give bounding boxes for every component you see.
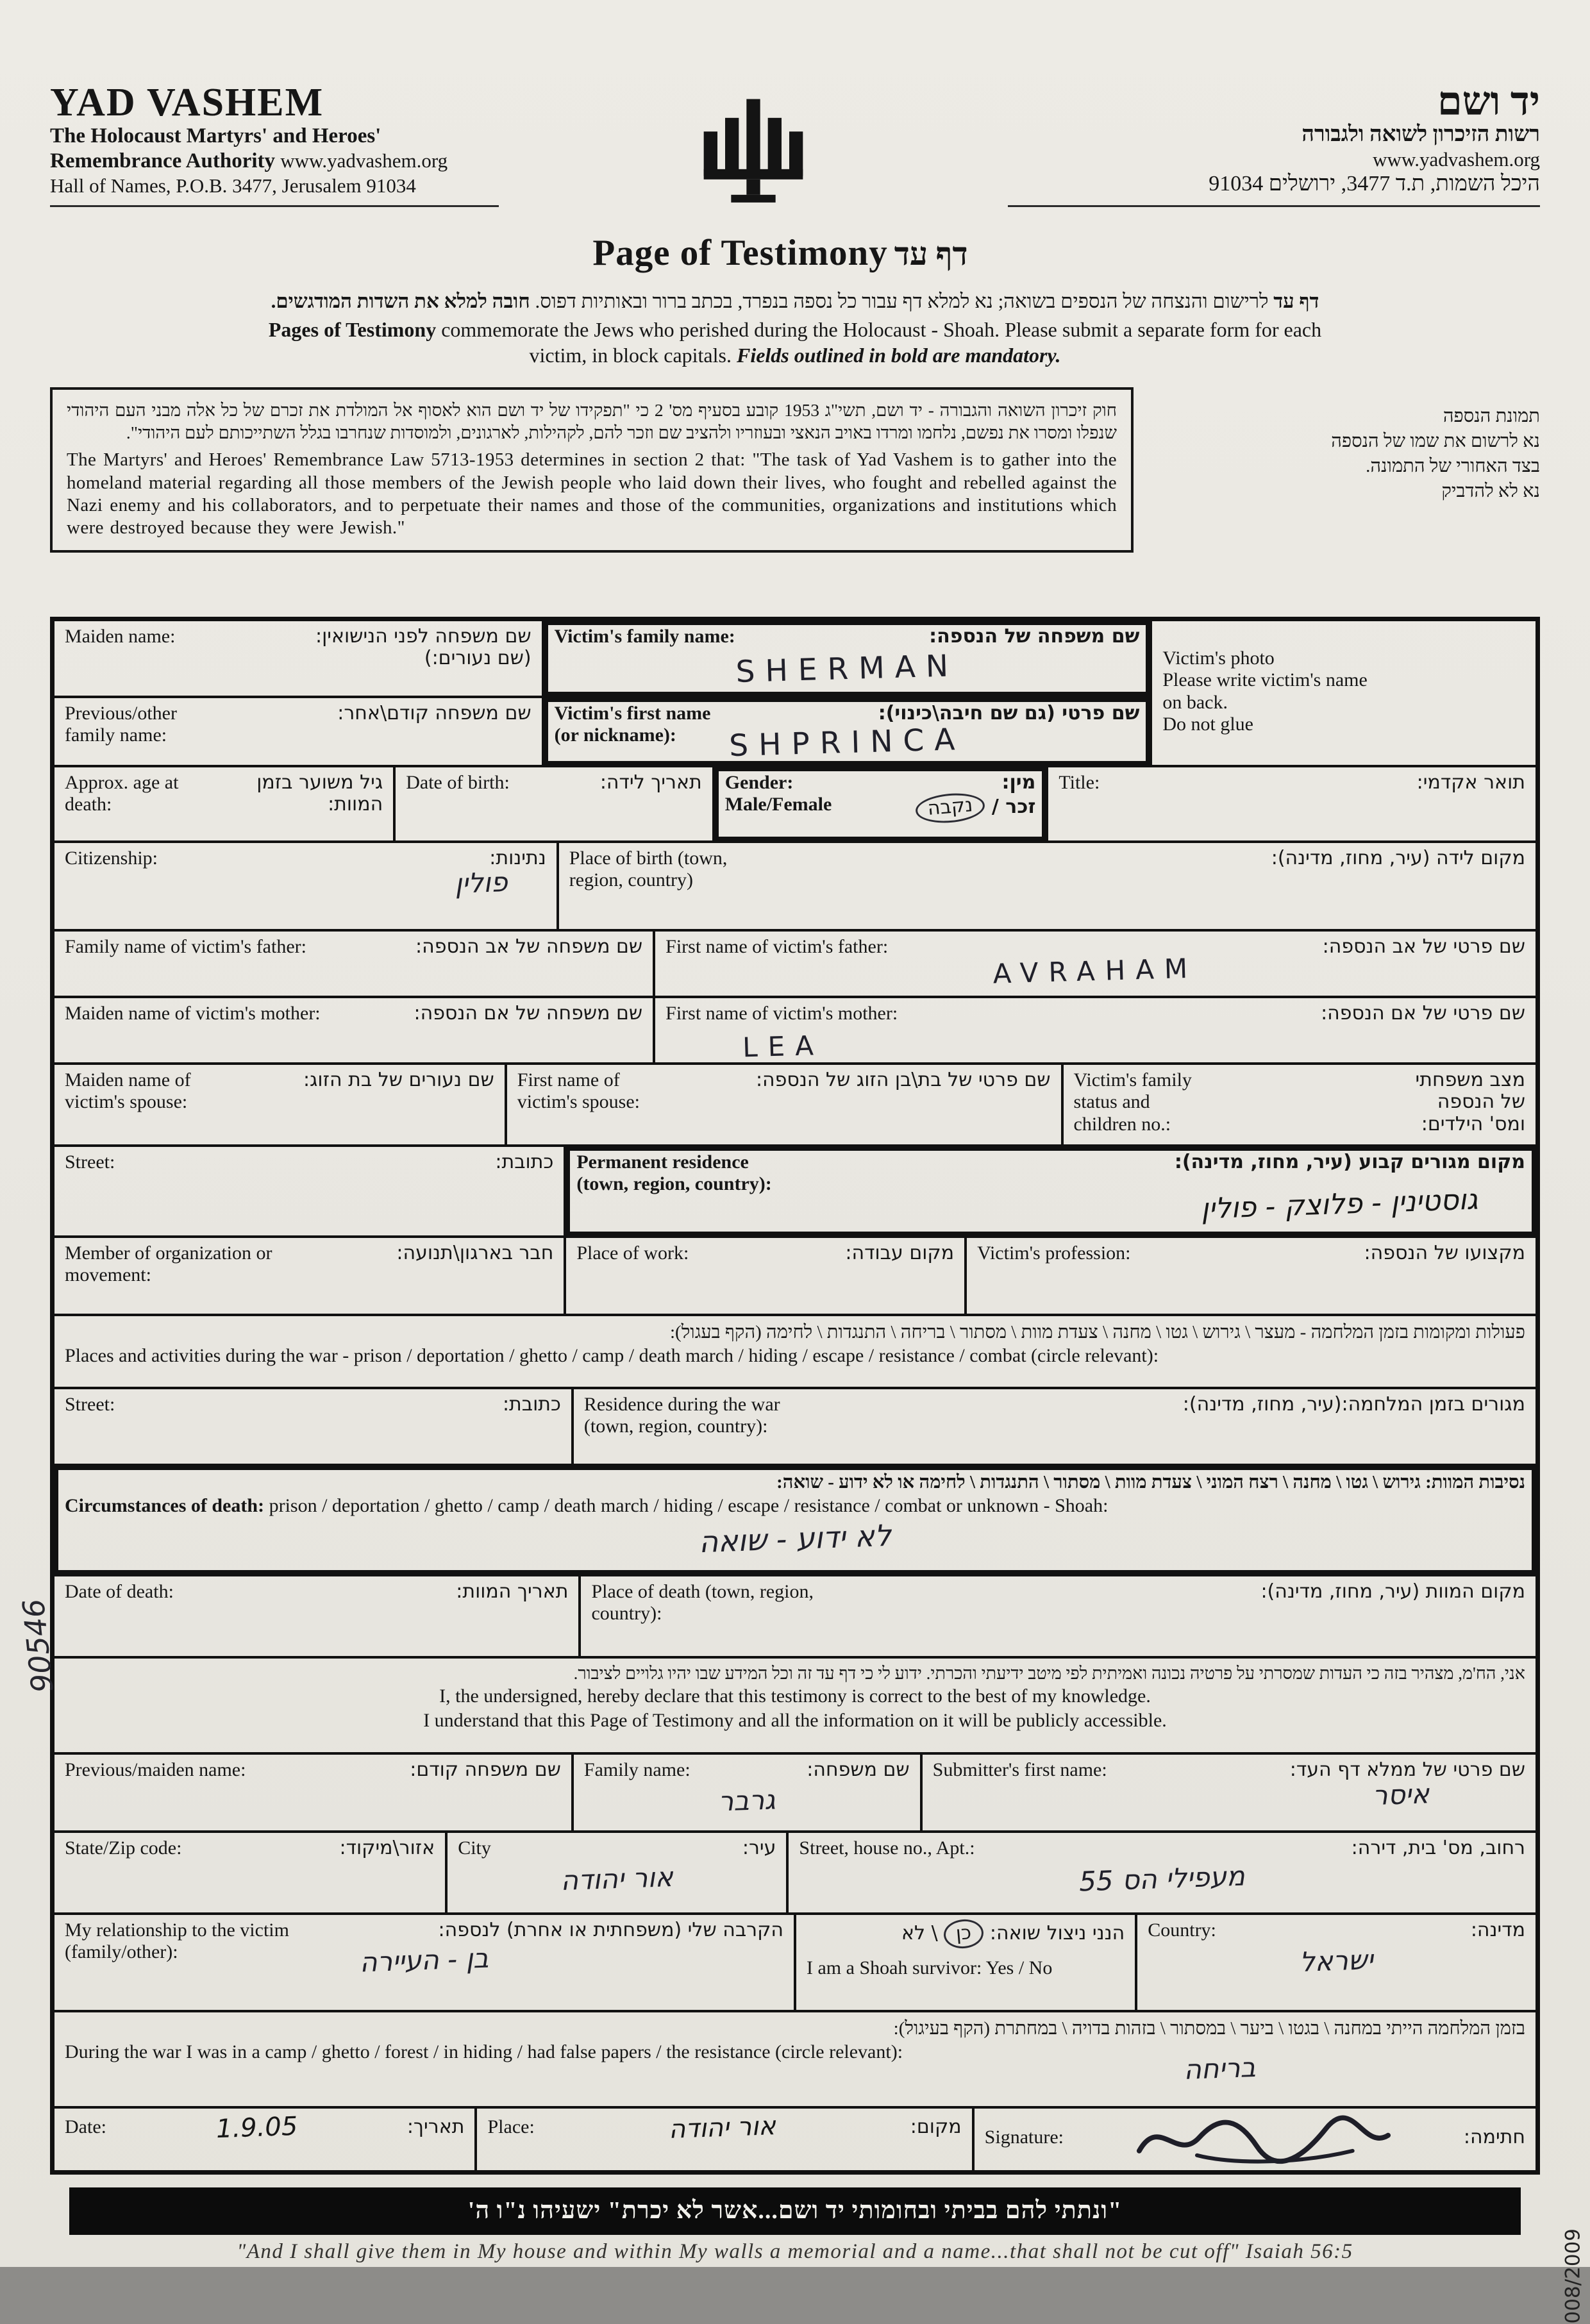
header-english-block bbox=[50, 82, 499, 207]
family-status-label-he bbox=[1416, 1069, 1525, 1136]
testimony-form-table bbox=[50, 617, 1540, 2175]
field-mother-first-name bbox=[654, 997, 1537, 1064]
intro-en-line1: commemorate the Jews who perished during the Holocaust - Shoah. Please submit a separate form for each bbox=[436, 317, 1322, 341]
street2-label-he: כתובת: bbox=[502, 1392, 561, 1416]
field-place-signed bbox=[476, 2107, 973, 2171]
org-subtitle-2 bbox=[50, 149, 499, 174]
field-maiden-name bbox=[53, 620, 543, 697]
place-sig-label-en: Place: bbox=[487, 2116, 535, 2138]
spouse-first-en-1: First name of bbox=[517, 1069, 620, 1091]
field-father-family-name bbox=[53, 930, 654, 997]
war-self-en: During the war I was in a camp / ghetto / forest / in hiding / had false papers / the resistance (circle relevant): bbox=[65, 2041, 903, 2062]
row-father bbox=[53, 930, 1537, 997]
photo-cell-line1: Victim's photo bbox=[1162, 647, 1275, 669]
city-label-he: עיר: bbox=[742, 1836, 776, 1859]
field-date-signed bbox=[53, 2107, 476, 2171]
row-war-residence bbox=[53, 1388, 1537, 1465]
member-label-en bbox=[65, 1242, 272, 1287]
field-father-first-name bbox=[654, 930, 1537, 997]
age-label-en bbox=[65, 772, 178, 816]
pob-en-1: Place of birth (town, bbox=[569, 847, 728, 869]
row-submitter-war bbox=[53, 2011, 1537, 2107]
sub-street-label-en: Street, house no., Apt.: bbox=[799, 1837, 975, 1859]
field-submitter-previous-name bbox=[53, 1753, 573, 1832]
row-submitter-names bbox=[53, 1753, 1537, 1832]
sub-prev-label-he: שם משפחה קודם: bbox=[410, 1758, 561, 1781]
gender-label-he bbox=[916, 772, 1035, 823]
declaration-he: אני, הח'מ, מצהיר בזה כי העדות שמסרתי על פרטיה נכונה ואמיתית לפי מיטב ידיעתי והכרתי. ידוע לי כי דף עד זה וכל המידע שבו יהיו גלויים לציבור. bbox=[573, 1663, 1525, 1683]
submitter-family-name-value: גרבר bbox=[717, 1784, 776, 1818]
col-victim-names bbox=[543, 620, 1151, 766]
pob-label-he: מקום לידה (עיר, מחוז, מדינה): bbox=[1271, 846, 1525, 869]
field-permanent-residence bbox=[565, 1146, 1537, 1237]
family-status-en-3: children no.: bbox=[1073, 1113, 1171, 1135]
row-age-dob-gender-title bbox=[53, 766, 1537, 842]
city-label-en: City bbox=[458, 1837, 491, 1859]
war-res-en-2: (town, region, country): bbox=[583, 1416, 768, 1437]
intro-en-bold-start: Pages of Testimony bbox=[268, 317, 437, 341]
footer-quote-he: "ונתתי להם בביתי ובחומותי יד ושם...אשר לא יכרת" ישעיהו נ"ו ה' bbox=[69, 2187, 1521, 2235]
page-title-he: דף עד bbox=[894, 236, 968, 272]
field-street-house-apt bbox=[787, 1832, 1537, 1914]
war-res-label-en bbox=[584, 1394, 780, 1438]
org-name-en: YAD VASHEM bbox=[50, 81, 324, 124]
header-rule-right bbox=[1008, 205, 1540, 207]
place-sig-label-he: מקום: bbox=[910, 2116, 962, 2139]
relationship-label-he: הקרבה שלי (משפחתית או אחרת) לנספה: bbox=[438, 1918, 783, 1941]
page-title-en: Page of Testimony bbox=[592, 233, 888, 273]
spouse-first-label-he: שם פרטי של בת\בן הזוג של הנספה: bbox=[755, 1068, 1051, 1091]
remembrance-law-box bbox=[50, 387, 1134, 553]
field-title bbox=[1047, 766, 1537, 842]
sub-street-label-he: רחוב, מס' בית, דירה: bbox=[1351, 1836, 1525, 1859]
age-he-1: גיל משוער בזמן bbox=[256, 771, 383, 794]
photo-note-line3: נא לא להדביק bbox=[1441, 481, 1540, 502]
field-previous-family-name bbox=[53, 697, 543, 766]
header-hebrew-block bbox=[1008, 82, 1540, 207]
field-approx-age bbox=[53, 766, 394, 842]
menorah-icon bbox=[697, 82, 810, 213]
victim-photo-instructions bbox=[1162, 648, 1525, 736]
citizenship-value-handwritten: פולין bbox=[454, 866, 508, 899]
circumstances-en-bold: Circumstances of death: bbox=[65, 1494, 265, 1516]
intro-en bbox=[50, 317, 1540, 368]
field-family-status bbox=[1062, 1064, 1537, 1146]
field-victim-family-name bbox=[543, 620, 1151, 697]
mother-first-label-he: שם פרטי של אם הנספה: bbox=[1321, 1001, 1525, 1024]
death-place-label-he: מקום המוות (עיר, מחוז, מדינה): bbox=[1260, 1580, 1525, 1603]
spouse-maiden-en-1: Maiden name of bbox=[65, 1069, 191, 1091]
signature-label-en: Signature: bbox=[984, 2127, 1064, 2148]
org-subtitle-2-text: Remembrance Authority bbox=[50, 149, 276, 173]
street1-label-he: כתובת: bbox=[495, 1150, 554, 1173]
org-url-he: www.yadvashem.org bbox=[1373, 147, 1540, 171]
org-subtitle-he: רשות הזיכרון לשואה ולגבורה bbox=[1301, 122, 1540, 146]
field-relationship bbox=[53, 1914, 795, 2011]
field-street-permanent bbox=[53, 1146, 565, 1237]
spouse-maiden-label-en bbox=[65, 1069, 191, 1114]
prev-family-label-en bbox=[65, 703, 177, 747]
spouse-maiden-label-he: שם נעורים של בת הזוג: bbox=[303, 1068, 494, 1091]
perm-res-label-en bbox=[576, 1151, 771, 1196]
org-name-he: יד ושם bbox=[1437, 80, 1540, 124]
victim-first-name-value: SHPRINCA bbox=[728, 721, 966, 764]
page-title bbox=[0, 232, 1590, 274]
mother-maiden-label-he: שם משפחה של אם הנספה: bbox=[414, 1001, 643, 1024]
row-death bbox=[53, 1575, 1537, 1657]
sub-first-label-he: שם פרטי של ממלא דף העד: bbox=[1289, 1758, 1525, 1781]
victim-first-en-2: (or nickname): bbox=[554, 724, 676, 746]
country-label-en: Country: bbox=[1148, 1919, 1216, 1941]
member-label-he: חבר בארגון\תנועה: bbox=[396, 1241, 554, 1264]
street2-label-en: Street: bbox=[65, 1393, 115, 1415]
row-mother bbox=[53, 997, 1537, 1064]
signature-label-he: חתימה: bbox=[1463, 2126, 1525, 2149]
war-self-value-handwritten: בריחה bbox=[1183, 2052, 1257, 2086]
dob-label-en: Date of birth: bbox=[406, 771, 510, 793]
org-address-he: היכל השמות, ת.ד 3477, ירושלים 91034 bbox=[1209, 171, 1540, 196]
row-signature bbox=[53, 2107, 1537, 2171]
declaration-en-1: I, the undersigned, hereby declare that this testimony is correct to the best of my knowledge. bbox=[439, 1685, 1151, 1707]
spouse-first-en-2: victim's spouse: bbox=[517, 1091, 640, 1113]
pob-en-2: region, country) bbox=[569, 869, 694, 891]
circumstances-value-handwritten: לא ידוע - שואה bbox=[698, 1518, 892, 1560]
victim-family-label-en: Victim's family name: bbox=[554, 625, 735, 647]
photo-note-line2: בצד האחורי של התמונה. bbox=[1366, 456, 1540, 477]
intro-he-mid: לרישום והנצחה של הנספים בשואה; נא למלא דף עבור כל נספה בנפרד, בכתב ברור ובאותיות דפוס. bbox=[530, 290, 1274, 312]
perm-res-label-he: מקום מגורים קבוע (עיר, מחוז, מדינה): bbox=[1174, 1150, 1525, 1173]
org-address-en: Hall of Names, P.O.B. 3477, Jerusalem 91034 bbox=[50, 174, 416, 197]
perm-res-en-1: Permanent residence bbox=[576, 1151, 749, 1173]
law-text-en: The Martyrs' and Heroes' Remembrance Law 5713-1953 determines in section 2 that: "The task of Yad Vashem is to gather into the homeland material regarding all those members of the Jewish people who laid down their lives, who fought and rebelled against the Nazi enemy and his collaborators, and to perpetuate their names and those of the communities, organizations and institutions which were destroyed because they were Jewish." bbox=[67, 449, 1117, 539]
survivor-he-line bbox=[807, 1919, 1125, 1948]
profession-label-en: Victim's profession: bbox=[977, 1242, 1131, 1264]
submitter-first-name-value: איסר bbox=[1371, 1778, 1430, 1812]
family-status-he-3: ומס' הילדים: bbox=[1421, 1112, 1525, 1135]
father-first-name-value: AVRAHAM bbox=[992, 952, 1198, 990]
field-spouse-first-name bbox=[506, 1064, 1062, 1146]
age-en-2: death: bbox=[65, 794, 112, 815]
field-submitter-first-name bbox=[921, 1753, 1537, 1832]
row-submitter-address bbox=[53, 1832, 1537, 1914]
field-date-of-birth bbox=[394, 766, 714, 842]
field-shoah-survivor bbox=[795, 1914, 1136, 2011]
field-place-of-birth bbox=[558, 842, 1537, 930]
place-sig-value-handwritten: אור יהודה bbox=[668, 2111, 776, 2144]
victim-family-label-he: שם משפחה של הנספה: bbox=[929, 624, 1140, 648]
sub-family-label-en: Family name: bbox=[583, 1759, 690, 1780]
gender-en: Gender: bbox=[724, 771, 794, 793]
circumstances-en: prison / deportation / ghetto / camp / death march / hiding / escape / resistance / combat or unknown - Shoah: bbox=[264, 1494, 1109, 1516]
perm-res-en-2: (town, region, country): bbox=[576, 1173, 772, 1195]
survivor-slash: \ bbox=[931, 1921, 938, 1944]
declaration-block bbox=[53, 1657, 1537, 1753]
war-places-he: פעולות ומקומות בזמן המלחמה - מעצר \ גירוש \ גטו \ מחנה \ צעדת מוות \ מסתור \ בריחה \ התנגדות \ לחימה (הקף בעגול): bbox=[670, 1321, 1525, 1342]
law-text-he: חוק זיכרון השואה והגבורה - יד ושם, תשי"ג 1953 קובע בסעיף מס' 2 כי "תפקידו של יד ושם הוא לאסוף אל המולדת את זכרם של כל אלה מבני העם היהודי שנפלו ומסרו את נפשם, נלחמו ומרדו באויב הנאצי ובעוזריו ולהציב שם וזכר להם, לקהילות, לארגונים, ולמוסדות שנחרבו בגלל השתייכותם לעם היהודי". bbox=[67, 399, 1117, 442]
gender-label-en bbox=[725, 772, 832, 823]
country-value-handwritten: ישראל bbox=[1299, 1944, 1374, 1978]
zip-label-he: אזור\מיקוד: bbox=[339, 1836, 435, 1859]
war-res-en-1: Residence during the war bbox=[583, 1393, 780, 1415]
war-res-label-he: מגורים בזמן המלחמה:(עיר, מחוז, מדינה): bbox=[1182, 1392, 1525, 1416]
maiden-he-2: (שם נעורים:) bbox=[424, 647, 531, 670]
prev-family-en-1: Previous/other bbox=[65, 702, 177, 724]
row-circumstances bbox=[53, 1465, 1537, 1575]
citizenship-label-he: נתינות: bbox=[489, 846, 546, 869]
date-sig-label-he: תאריך: bbox=[406, 2116, 465, 2139]
prev-family-label-he: שם משפחה קודם\אחר: bbox=[337, 701, 531, 724]
intro-paragraph bbox=[50, 289, 1540, 368]
father-first-label-en: First name of victim's father: bbox=[665, 935, 889, 957]
country-label-he: מדינה: bbox=[1470, 1918, 1525, 1941]
field-member-organization bbox=[53, 1237, 565, 1315]
field-place-of-work bbox=[565, 1237, 966, 1315]
family-status-en-1: Victim's family bbox=[1073, 1069, 1192, 1091]
mother-maiden-label-en: Maiden name of victim's mother: bbox=[65, 1002, 321, 1024]
row-citizenship-pob bbox=[53, 842, 1537, 930]
age-label-he bbox=[256, 772, 383, 816]
member-en-2: movement: bbox=[65, 1264, 151, 1286]
field-submitter-family-name bbox=[573, 1753, 921, 1832]
father-first-label-he: שם פרטי של אב הנספה: bbox=[1322, 935, 1525, 958]
intro-he bbox=[50, 289, 1540, 314]
gender-option-female-circled: נקבה bbox=[914, 790, 986, 825]
date-sig-label-en: Date: bbox=[65, 2116, 106, 2138]
document-header bbox=[50, 82, 1540, 220]
sub-family-label-he: שם משפחה: bbox=[807, 1758, 910, 1781]
maiden-he-1: שם משפחה לפני הנישואין: bbox=[315, 624, 531, 648]
family-status-label-en bbox=[1074, 1069, 1192, 1136]
field-war-places bbox=[53, 1315, 1537, 1388]
survivor-label-en: I am a Shoah survivor: Yes / No bbox=[807, 1957, 1053, 1978]
archive-number-right: 008/2009 bbox=[1562, 2228, 1585, 2324]
survivor-no: לא bbox=[901, 1921, 926, 1944]
family-status-en-2: status and bbox=[1073, 1091, 1150, 1113]
victim-family-name-value: SHERMAN bbox=[735, 648, 959, 690]
photo-cell-line3: on back. bbox=[1162, 691, 1228, 713]
age-en-1: Approx. age at bbox=[65, 771, 179, 793]
row-war-places bbox=[53, 1315, 1537, 1388]
war-self-he: בזמן המלחמה הייתי במחנה \ בגטו \ ביער \ במסתור \ בזהות בדויה \ במחתרת (הקף בעיגול): bbox=[893, 2018, 1525, 2039]
war-places-en: Places and activities during the war - prison / deportation / ghetto / camp / death march / hiding / escape / resistance / combat (circle relevant): bbox=[65, 1344, 1159, 1366]
row-spouse bbox=[53, 1064, 1537, 1146]
org-subtitle-1: The Holocaust Martyrs' and Heroes' bbox=[50, 124, 381, 148]
handwritten-archive-number-left: 90546 bbox=[15, 1597, 60, 1694]
death-place-en-2: country): bbox=[591, 1603, 662, 1625]
relationship-en-1: My relationship to the victim bbox=[65, 1919, 289, 1941]
survivor-label-he: הנני ניצול שואה: bbox=[989, 1921, 1125, 1944]
death-place-en-1: Place of death (town, region, bbox=[591, 1580, 814, 1602]
spouse-maiden-en-2: victim's spouse: bbox=[65, 1091, 188, 1113]
death-date-label-en: Date of death: bbox=[65, 1580, 174, 1602]
field-date-of-death bbox=[53, 1575, 580, 1657]
mother-first-label-en: First name of victim's mother: bbox=[665, 1002, 898, 1024]
age-he-2: המוות: bbox=[328, 793, 383, 816]
field-city bbox=[446, 1832, 787, 1914]
gender-en-2: Male/Female bbox=[724, 794, 832, 815]
death-place-label-en bbox=[591, 1581, 814, 1625]
street-house-value-handwritten: מעפילי הס 55 bbox=[1078, 1860, 1246, 1898]
signature-scribble bbox=[1129, 2113, 1398, 2163]
academic-title-label-he: תואר אקדמי: bbox=[1416, 771, 1525, 794]
street1-label-en: Street: bbox=[65, 1151, 115, 1173]
row-relationship-survivor-country bbox=[53, 1914, 1537, 2011]
pob-label-en bbox=[569, 848, 728, 892]
row-org-work-profession bbox=[53, 1237, 1537, 1315]
gender-option-male: זכר / bbox=[991, 796, 1036, 819]
father-family-label-he: שם משפחה של אב הנספה: bbox=[415, 935, 643, 958]
photo-cell-line2: Please write victim's name bbox=[1162, 669, 1368, 691]
header-rule-left bbox=[50, 205, 499, 207]
relationship-en-2: (family/other): bbox=[65, 1941, 178, 1963]
field-gender bbox=[714, 766, 1048, 842]
intro-he-bold-end: חובה למלא את השדות המודגשים. bbox=[271, 290, 530, 312]
field-residence-during-war bbox=[573, 1388, 1537, 1465]
field-street-war bbox=[53, 1388, 573, 1465]
field-submitter-during-war bbox=[53, 2011, 1537, 2107]
profession-label-he: מקצועו של הנספה: bbox=[1364, 1241, 1525, 1264]
row-names bbox=[53, 620, 1537, 766]
gender-he: מין: bbox=[1001, 771, 1036, 794]
victim-first-label-he: שם פרטי (גם שם חיבה\כינוי): bbox=[878, 701, 1140, 724]
footer-quote-en: "And I shall give them in My house and within My walls a memorial and a name...that shall not be cut off" Isaiah 56:5 bbox=[237, 2239, 1353, 2263]
row-permanent-residence bbox=[53, 1146, 1537, 1237]
citizenship-label-en: Citizenship: bbox=[65, 847, 158, 869]
field-circumstances-of-death bbox=[53, 1465, 1537, 1575]
survivor-yes-circled: כן bbox=[942, 1918, 985, 1950]
intro-he-bold-start: דף עד bbox=[1273, 290, 1319, 312]
victim-first-en-1: Victim's first name bbox=[554, 702, 711, 724]
spouse-first-label-en bbox=[517, 1069, 640, 1114]
row-declaration bbox=[53, 1657, 1537, 1753]
member-en-1: Member of organization or bbox=[65, 1242, 272, 1264]
death-date-label-he: תאריך המוות: bbox=[456, 1580, 569, 1603]
field-signature bbox=[973, 2107, 1537, 2171]
field-spouse-maiden-name bbox=[53, 1064, 506, 1146]
work-label-en: Place of work: bbox=[576, 1242, 689, 1264]
col-maiden-prev bbox=[53, 620, 543, 766]
zip-label-en: State/Zip code: bbox=[65, 1837, 182, 1859]
photo-note-line1: נא לרשום את שמו של הנספה bbox=[1331, 430, 1540, 451]
circumstances-he: נסיבות המוות: גירוש \ גטו \ מחנה \ רצח המוני \ צעדת מוות \ מסתור \ התנגדות \ לחימה או לא ידוע - שואה: bbox=[776, 1471, 1525, 1492]
city-value-handwritten: אור יהודה bbox=[560, 1861, 674, 1897]
law-section bbox=[50, 387, 1540, 553]
field-zip bbox=[53, 1832, 446, 1914]
dob-label-he: תאריך לידה: bbox=[599, 771, 702, 794]
title-label-en: Title: bbox=[1059, 771, 1100, 793]
permanent-residence-value-handwritten: גוסטינין - פלוצק - פולין bbox=[1200, 1183, 1478, 1226]
intro-en-bold-end: Fields outlined in bold are mandatory. bbox=[736, 343, 1061, 367]
org-url-en: www.yadvashem.org bbox=[280, 149, 448, 172]
declaration-en-2: I understand that this Page of Testimony and all the information on it will be publicly accessible. bbox=[423, 1709, 1167, 1731]
family-status-he-1: מצב משפחתי bbox=[1415, 1068, 1525, 1091]
father-family-label-en: Family name of victim's father: bbox=[65, 935, 306, 957]
work-label-he: מקום עבודה: bbox=[845, 1241, 955, 1264]
photo-note-title: תמונת הנספה bbox=[1443, 405, 1540, 426]
relationship-value-handwritten: בן - העיירה bbox=[359, 1942, 489, 1978]
family-status-he-2: של הנספה bbox=[1437, 1091, 1525, 1114]
maiden-name-label-he bbox=[315, 626, 531, 670]
photo-cell-line4: Do not glue bbox=[1162, 714, 1253, 735]
field-mother-maiden-name bbox=[53, 997, 654, 1064]
field-place-of-death bbox=[580, 1575, 1537, 1657]
sub-first-label-en: Submitter's first name: bbox=[932, 1759, 1107, 1780]
field-profession bbox=[966, 1237, 1537, 1315]
yad-vashem-menorah-logo bbox=[686, 82, 821, 213]
prev-family-en-2: family name: bbox=[65, 724, 167, 746]
field-country bbox=[1136, 1914, 1537, 2011]
photo-instructions-he bbox=[1157, 387, 1540, 505]
sub-prev-label-en: Previous/maiden name: bbox=[65, 1759, 246, 1780]
intro-en-line2: victim, in block capitals. bbox=[529, 343, 737, 367]
victim-photo-cell bbox=[1151, 620, 1537, 766]
mother-first-name-value: LEA bbox=[742, 1029, 824, 1064]
maiden-name-label-en: Maiden name: bbox=[65, 625, 176, 647]
field-victim-first-name bbox=[543, 697, 1151, 766]
date-sig-value-handwritten: 1.9.05 bbox=[215, 2111, 298, 2144]
field-citizenship bbox=[53, 842, 558, 930]
